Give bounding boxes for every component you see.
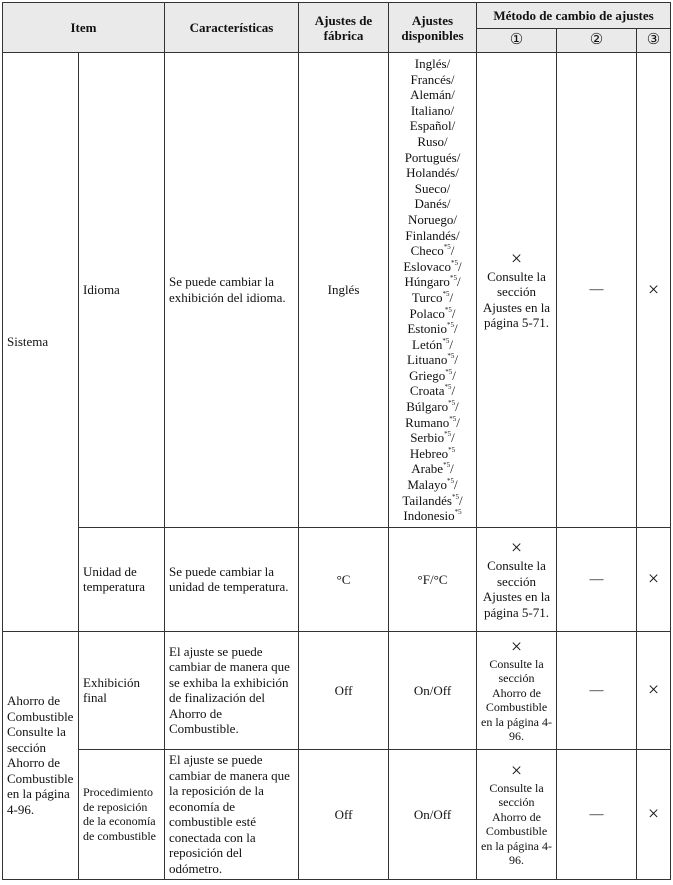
language-separator: / [449,289,454,305]
group-ahorro: Ahorro de Combustible Consulte la sección Ahorro de Combustible en la página 4-96. [3,631,79,879]
method2-temperature: — [557,527,637,631]
language-name: Checo [410,243,444,259]
footnote-marker: *5 [442,289,450,298]
language-separator: / [452,367,456,383]
x-mark-icon: × [510,537,523,560]
language-name: Búlgaro [406,399,449,415]
language-name: Francés/ [410,71,455,87]
footnote-marker: *5 [454,508,462,517]
header-row [3,3,671,29]
language-name: Portugués/ [404,149,461,165]
language-item [393,352,472,368]
language-item [393,290,472,306]
language-name: Rumano [405,414,450,430]
language-item [393,72,472,88]
language-item [393,150,472,166]
factory-temperature: °C [299,527,389,631]
language-name: Polaco [409,305,445,321]
method3-exhibicion [637,631,671,749]
settings-table [2,2,671,880]
language-name: Español/ [409,118,456,134]
header-method: Método de cambio de ajustes [477,3,671,29]
language-name: Alemán/ [410,87,455,103]
language-item [393,243,472,259]
language-separator: / [450,461,454,477]
footnote-marker: *5 [452,492,459,501]
row-temperature [3,527,671,631]
language-item [393,430,472,446]
footnote-marker: *5 [447,321,455,330]
language-item [393,415,472,431]
x-mark-icon: × [647,568,660,591]
language-name: Ruso/ [417,133,448,149]
language-item [393,368,472,384]
language-name: Inglés/ [414,56,451,71]
footnote-marker: *5 [451,258,459,267]
language-name: Turco [411,289,443,305]
header-factory: Ajustes de fábrica [299,3,389,53]
footnote-marker: *5 [449,414,457,423]
method1-reposicion [477,749,557,879]
x-mark-icon: × [647,278,660,301]
footnote-marker: *5 [448,445,456,454]
language-name: Holandés/ [406,165,459,181]
header-features: Características [165,3,299,53]
item-reposicion: Procedimiento de reposición de la economía de combustible [79,749,165,879]
language-item [393,337,472,353]
factory-idioma: Inglés [299,53,389,528]
row-exhibicion [3,631,671,749]
row-reposicion [3,749,671,879]
language-item [393,212,472,228]
language-item [393,508,472,524]
footnote-marker: *5 [445,367,453,376]
method2-exhibicion: — [557,631,637,749]
language-separator: / [459,492,463,508]
language-separator: / [454,352,459,368]
footnote-marker: *5 [448,399,456,408]
language-separator: / [456,414,460,430]
x-mark-icon: × [647,803,660,826]
language-separator: / [456,274,461,290]
language-separator: / [449,336,453,352]
language-name: Italiano/ [410,102,455,118]
footnote-marker: *5 [444,430,452,439]
language-item [393,103,472,119]
header-method-3: ③ [637,29,671,53]
method1-reposicion-text: Consulte la sección Ahorro de Combustible en la página 4-96. [481,780,552,868]
language-separator: / [454,477,458,493]
language-item [393,134,472,150]
language-separator: / [455,399,459,415]
x-mark-icon: × [647,679,660,702]
item-exhibicion: Exhibición final [79,631,165,749]
language-name: Sueco/ [414,180,451,196]
method1-exhibicion [477,631,557,749]
method3-temperature [637,527,671,631]
language-item [393,259,472,275]
x-mark-icon: × [510,759,523,782]
footnote-marker: *5 [444,305,452,314]
language-item [393,56,472,72]
language-name: Indonesio [403,508,455,524]
header-item: Item [3,3,165,53]
language-list [393,53,472,527]
available-temperature: °F/°C [389,527,477,631]
footnote-marker: *5 [447,477,455,486]
language-item [393,461,472,477]
header-method-1: ① [477,29,557,53]
language-name: Serbio [410,430,445,446]
factory-exhibicion: Off [299,631,389,749]
language-name: Letón [412,336,443,352]
method1-temperature-text: Consulte la sección Ajustes en la página 5-71. [482,558,551,620]
language-name: Tailandés [402,492,452,508]
language-item [393,165,472,181]
feature-temperature: Se puede cambiar la unidad de temperatura. [165,527,299,631]
available-reposicion: On/Off [389,749,477,879]
language-name: Danés/ [414,196,451,212]
language-name: Hebreo [409,445,449,461]
language-item [393,306,472,322]
language-item [393,228,472,244]
footnote-marker: *5 [449,274,457,283]
footnote-marker: *5 [443,461,451,470]
language-item [393,196,472,212]
feature-reposicion: El ajuste se puede cambiar de manera que la reposición de la economía de combustible esté conectada con la reposición del odómetro. [165,749,299,879]
item-idioma: Idioma [79,53,165,528]
footnote-marker: *5 [443,243,451,252]
language-separator: / [451,430,455,446]
language-name: Malayo [407,477,448,493]
language-separator: / [451,383,456,399]
language-name: Noruego/ [407,211,458,227]
method2-idioma: — [557,53,637,528]
factory-reposicion: Off [299,749,389,879]
language-separator: / [458,258,462,274]
language-name: Estonio [407,321,448,337]
language-name: Arabe [411,461,444,477]
language-separator: / [451,305,456,321]
header-available: Ajustes disponibles [389,3,477,53]
header-method-2: ② [557,29,637,53]
group-sistema: Sistema [3,53,79,632]
method1-idioma [477,53,557,528]
language-name: Griego [409,367,446,383]
language-item [393,87,472,103]
available-exhibicion: On/Off [389,631,477,749]
item-temperature: Unidad de temperatura [79,527,165,631]
available-idioma [389,53,477,528]
footnote-marker: *5 [442,336,450,345]
method1-exhibicion-text: Consulte la sección Ahorro de Combustible en la página 4-96. [481,656,552,744]
x-mark-icon: × [510,635,523,658]
method3-idioma [637,53,671,528]
language-item [393,274,472,290]
language-name: Húngaro [404,274,450,290]
language-item [393,321,472,337]
method2-reposicion: — [557,749,637,879]
language-item [393,446,472,462]
row-idioma [3,53,671,528]
method3-reposicion [637,749,671,879]
method1-temperature [477,527,557,631]
x-mark-icon: × [510,247,523,270]
feature-idioma: Se puede cambiar la exhibición del idioma. [165,53,299,528]
language-item [393,383,472,399]
feature-exhibicion: El ajuste se puede cambiar de manera que se exhiba la exhibición de finalización del Ahorro de Combustible. [165,631,299,749]
language-separator: / [450,243,455,259]
footnote-marker: *5 [447,352,455,361]
footnote-marker: *5 [444,383,452,392]
method1-idioma-text: Consulte la sección Ajustes en la página 5-71. [482,268,551,331]
language-item [393,181,472,197]
language-item [393,399,472,415]
language-separator: / [454,321,458,337]
language-item [393,118,472,134]
language-name: Croata [409,383,445,399]
language-name: Eslovaco [403,258,452,274]
language-name: Finlandés/ [405,227,460,243]
language-name: Lituano [406,352,448,368]
language-item [393,477,472,493]
language-item [393,493,472,509]
